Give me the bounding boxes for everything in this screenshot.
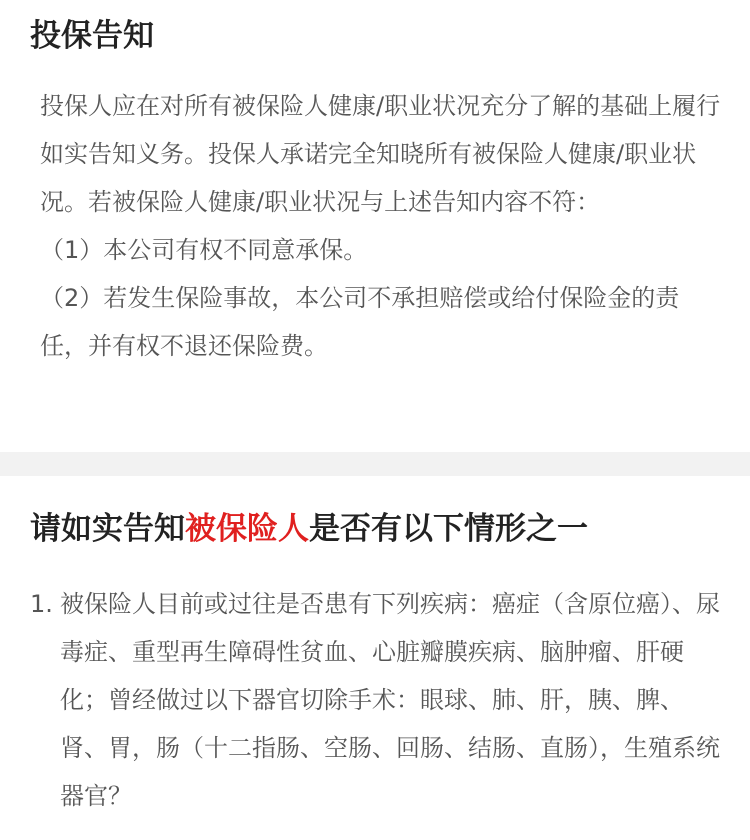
section-divider: [0, 452, 750, 476]
heading-highlight-insured: 被保险人: [185, 511, 309, 547]
question-text: 被保险人目前或过往是否患有下列疾病：癌症（含原位癌）、尿毒症、重型再生障碍性贫血、心脏瓣膜疾病、脑肿瘤、肝硬化；曾经做过以下器官切除手术：眼球、肺、肝，胰、脾、肾、胃，肠（十二指肠、空肠、回肠、结肠、直肠），生殖系统器官？: [60, 590, 720, 810]
heading-prefix: 请如实告知: [30, 511, 185, 547]
notice-paragraph: 投保人应在对所有被保险人健康/职业状况充分了解的基础上履行如实告知义务。投保人承诺完全知晓所有被保险人健康/职业状况。若被保险人健康/职业状况与上述告知内容不符：: [40, 92, 721, 216]
health-questionnaire-section: [0, 476, 750, 840]
question-item: [30, 580, 730, 820]
heading-suffix: 是否有以下情形之一: [309, 511, 588, 547]
question-number: 1.: [30, 590, 53, 618]
question-list: [30, 580, 730, 820]
notice-title: 投保告知: [30, 18, 154, 54]
notice-item-1: （1）本公司有权不同意承保。: [40, 236, 368, 264]
notice-item-2: （2）若发生保险事故，本公司不承担赔偿或给付保险金的责任，并有权不退还保险费。: [40, 284, 680, 360]
questionnaire-heading: [30, 509, 588, 549]
notice-body: [40, 82, 722, 370]
